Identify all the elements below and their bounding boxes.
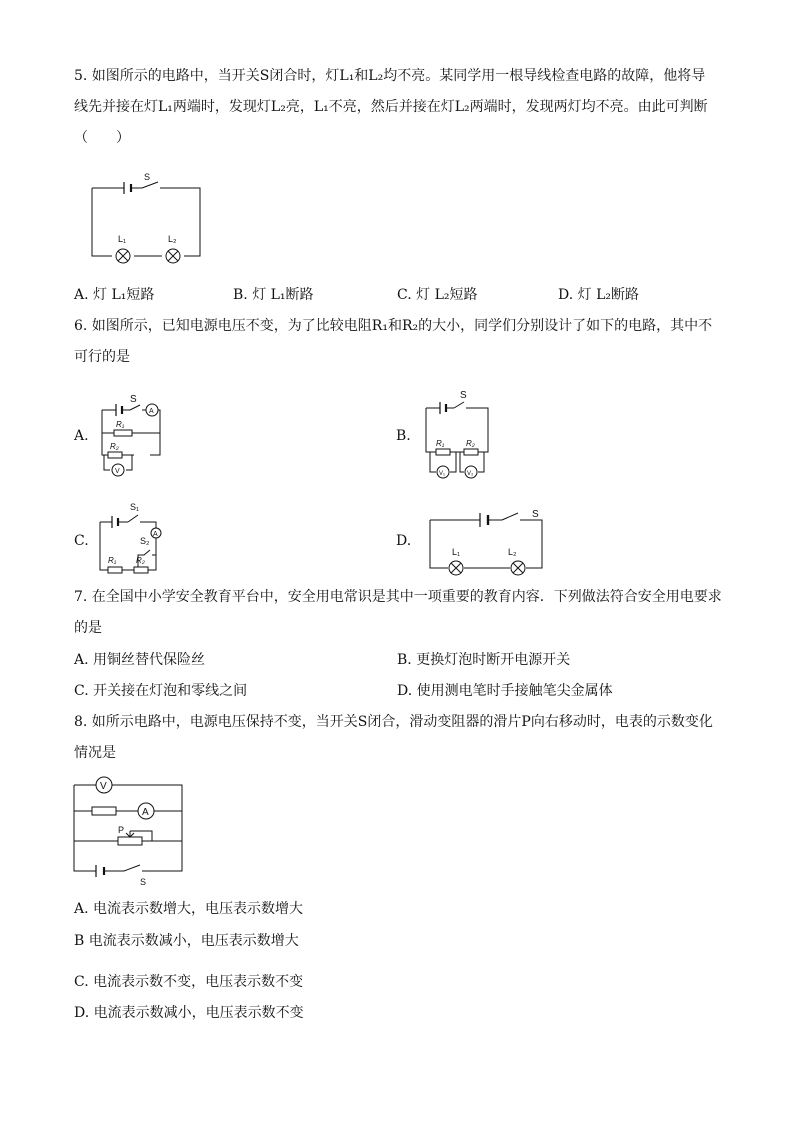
q7-stem-line2: 的是: [74, 620, 102, 636]
q6b-switch-label: S: [460, 390, 467, 401]
q6-circuit-a: [98, 395, 168, 483]
q8-ammeter-label: A: [142, 807, 149, 818]
q6d-lamp1-label: L₁: [452, 547, 461, 557]
q6b-v1-label: V₁: [439, 471, 446, 477]
q8-option-c[interactable]: C. 电流表示数不变，电压表示数不变: [74, 974, 304, 990]
q5-option-b[interactable]: B. 灯 L₁断路: [233, 287, 314, 303]
q6-option-c-label[interactable]: C.: [74, 533, 89, 549]
q8-circuit-diagram: [72, 773, 186, 885]
q5-lamp2-label: L₂: [168, 234, 177, 244]
q7-stem-line1: 7. 在全国中小学安全教育平台中，安全用电常识是其中一项重要的教育内容．下列做法符合安全用电要求: [74, 589, 722, 605]
q6c-s1-label: S₁: [130, 502, 140, 512]
q8-slider-label: P: [118, 825, 125, 835]
q6c-ammeter-label: A: [153, 531, 158, 538]
q6c-s2-label: S₂: [140, 536, 150, 546]
q6-circuit-d: [428, 505, 548, 581]
q5-lamp1-label: L₁: [118, 234, 127, 244]
q6c-r1-label: R₁: [108, 556, 117, 565]
q6-option-a-label[interactable]: A.: [74, 428, 89, 444]
q6a-switch-label: S: [130, 394, 137, 405]
q5-option-c[interactable]: C. 灯 L₂短路: [397, 287, 478, 303]
q5-option-a[interactable]: A. 灯 L₁短路: [74, 287, 155, 303]
q8-option-d[interactable]: D. 电流表示数减小，电压表示数不变: [74, 1005, 304, 1021]
q5-switch-label: S: [144, 172, 151, 182]
q8-switch-label: S: [140, 877, 147, 887]
q6b-r2-label: R₂: [466, 439, 475, 448]
q8-voltmeter-label: V: [100, 781, 107, 792]
q6a-r2-label: R₂: [110, 442, 119, 451]
q6-circuit-b: [422, 390, 494, 490]
q7-option-b[interactable]: B. 更换灯泡时断开电源开关: [397, 652, 571, 668]
q7-option-c[interactable]: C. 开关接在灯泡和零线之间: [74, 683, 248, 699]
q6c-r2-label: R₂: [136, 556, 145, 565]
q6d-lamp2-label: L₂: [508, 547, 517, 557]
q5-stem-line2: 线先并接在灯L₁两端时，发现灯L₂亮，L₁不亮，然后并接在灯L₂两端时，发现两灯均不亮。由此可判断: [74, 99, 708, 115]
q6b-v2-label: V₂: [467, 471, 474, 477]
q6-circuit-c: [96, 500, 166, 578]
q6d-switch-label: S: [532, 509, 539, 520]
q7-option-a[interactable]: A. 用铜丝替代保险丝: [74, 652, 206, 668]
q6a-voltmeter-label: V: [115, 468, 120, 475]
q6b-r1-label: R₁: [436, 439, 445, 448]
q5-stem-line1: 5. 如图所示的电路中，当开关S闭合时，灯L₁和L₂均不亮。某同学用一根导线检查电路的故障，他将导: [74, 68, 706, 84]
q6-option-b-label[interactable]: B.: [396, 428, 411, 444]
q6-option-d-label[interactable]: D.: [396, 533, 412, 549]
q5-circuit-diagram: [86, 170, 216, 270]
q6-stem-line1: 6. 如图所示，已知电源电压不变，为了比较电阻R₁和R₂的大小，同学们分别设计了如下的电路，其中不: [74, 318, 713, 334]
q7-option-d[interactable]: D. 使用测电笔时手接触笔尖金属体: [397, 683, 613, 699]
q5-stem-line3: （ ）: [74, 130, 130, 146]
q8-stem-line1: 8. 如所示电路中，电源电压保持不变，当开关S闭合，滑动变阻器的滑片P向右移动时，电表的示数变化: [74, 714, 713, 730]
q6-stem-line2: 可行的是: [74, 349, 130, 365]
q6a-ammeter-label: A: [149, 408, 154, 415]
q8-stem-line2: 情况是: [74, 745, 116, 761]
q8-option-b[interactable]: B 电流表示数减小，电压表示数增大: [74, 933, 299, 949]
q8-option-a[interactable]: A. 电流表示数增大，电压表示数增大: [74, 901, 304, 917]
q6a-r1-label: R₁: [116, 420, 125, 429]
q5-option-d[interactable]: D. 灯 L₂断路: [558, 287, 639, 303]
